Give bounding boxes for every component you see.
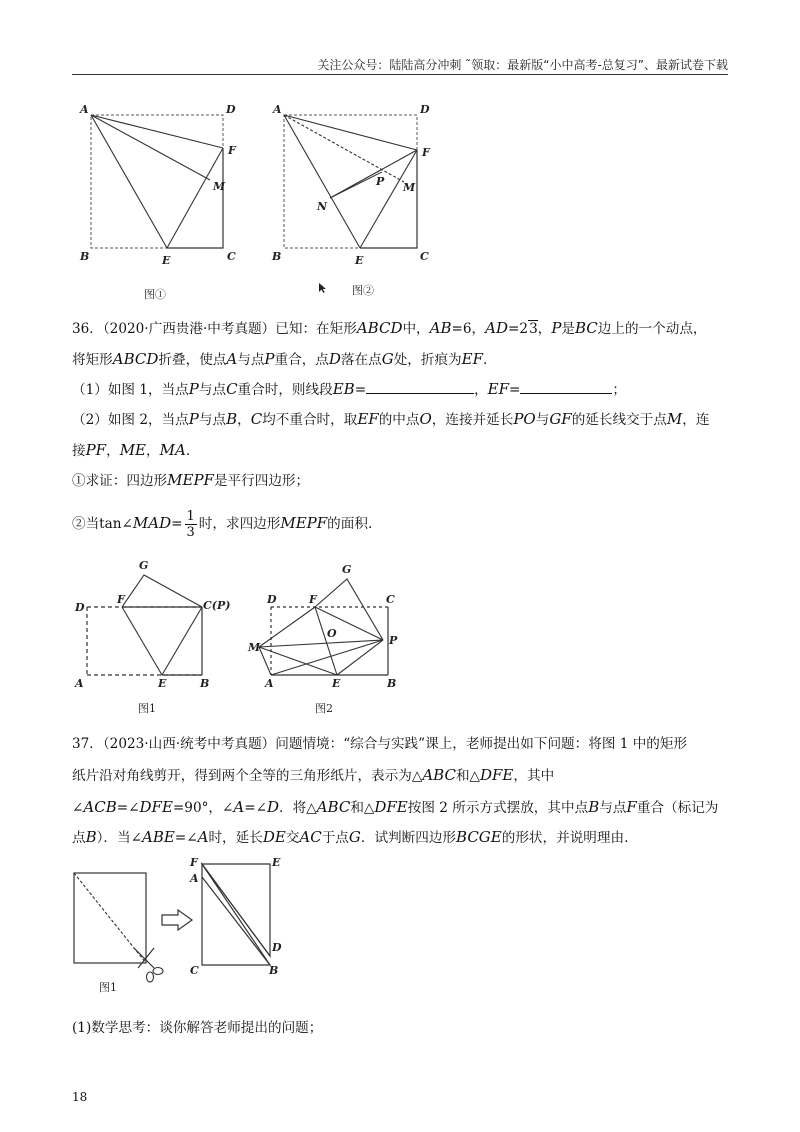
label-a: A (80, 103, 89, 116)
q36-part-2: （2）如图 2，当点P与点B，C均不重合时，取EF的中点O，连接并延长PO与GF的延长线交于点M，连 (72, 410, 710, 428)
q36-line-2: 将矩形ABCD折叠，使点A与点P重合，点D落在点G处，折痕为EF. (72, 350, 488, 368)
label-c: C (386, 593, 395, 606)
label-d: D (420, 103, 430, 116)
label-d: D (75, 601, 85, 614)
q36-subpart-1: ①求证：四边形MEPF是平行四边形； (72, 471, 310, 489)
q37-line-2: 纸片沿对角线剪开，得到两个全等的三角形纸片，表示为△ABC和△DFE，其中 (72, 766, 555, 784)
label-e: E (158, 677, 167, 690)
q36-subpart-2: ②当tan∠MAD= $\frac{1}{3}$ 时，求四边形MEPF的面积. (72, 509, 373, 540)
figure-36-1 (72, 555, 242, 720)
answer-blank-eb[interactable] (366, 379, 474, 394)
figure-caption: 图2 (315, 702, 333, 715)
q36-part-2-cont: 接PF，ME，MA. (72, 441, 191, 459)
q36-line-1: 36．（2020·广西贵港·中考真题）已知：在矩形ABCD中，AB=6，AD=23，P是BC边上的一个动点， (72, 319, 707, 337)
label-c: C (190, 964, 199, 977)
label-b: B (387, 677, 397, 690)
header-rule (72, 74, 728, 75)
mouse-cursor-icon (318, 279, 328, 298)
label-b: B (272, 250, 282, 263)
label-b: B (80, 250, 90, 263)
label-c-p: C(P) (203, 599, 231, 612)
figure-37-2 (188, 852, 298, 982)
label-m: M (213, 180, 226, 193)
label-f: F (190, 856, 198, 869)
label-m: M (403, 181, 416, 194)
label-a: A (265, 677, 274, 690)
label-a: A (273, 103, 282, 116)
fraction-one-third: $\frac{1}{3}$ (186, 509, 195, 540)
label-f: F (117, 593, 125, 606)
label-g: G (139, 559, 149, 572)
page-number: 18 (72, 1090, 88, 1104)
figure-caption: 图1 (99, 981, 117, 994)
answer-blank-ef[interactable] (520, 379, 612, 394)
figure-caption: 图② (352, 284, 374, 297)
label-c: C (420, 250, 429, 263)
label-p: P (376, 175, 385, 188)
label-e: E (332, 677, 341, 690)
label-e: E (272, 856, 281, 869)
label-f: F (309, 593, 317, 606)
label-n: N (317, 200, 328, 213)
label-b: B (200, 677, 210, 690)
label-o: O (327, 627, 337, 640)
label-e: E (355, 254, 364, 267)
label-a: A (75, 677, 84, 690)
label-b: B (269, 964, 279, 977)
scissors-icon (134, 948, 163, 982)
figure-36-2 (245, 555, 415, 720)
figure-top-2 (270, 98, 440, 308)
label-d: D (226, 103, 236, 116)
label-a: A (190, 872, 199, 885)
label-d: D (272, 941, 282, 954)
q36-part-1: （1）如图 1，当点P与点C重合时，则线段EB= ，EF= ； (72, 380, 627, 398)
figure-caption: 图1 (138, 702, 156, 715)
q37-subpart-1: (1)数学思考：谈你解答老师提出的问题； (72, 1020, 323, 1036)
label-d: D (267, 593, 277, 606)
q37-line-3: ∠ACB=∠DFE=90°，∠A=∠D．将△ABC和△DFE按图 2 所示方式摆放，其中点B与点F重合（标记为 (72, 798, 719, 816)
label-c: C (227, 250, 236, 263)
label-m: M (248, 641, 261, 654)
label-p: P (389, 634, 398, 647)
q37-line-1: 37．（2023·山西·统考中考真题）问题情境：“综合与实践”课上，老师提出如下问题：将图 1 中的矩形 (72, 736, 688, 752)
figure-caption: 图① (144, 288, 166, 301)
label-f: F (422, 146, 430, 159)
page-header: 关注公众号：陆陆高分冲刺 ˜领取：最新版“小中高考-总复习”、最新试卷下载 (317, 58, 728, 72)
label-e: E (162, 254, 171, 267)
label-f: F (228, 144, 236, 157)
label-g: G (342, 563, 352, 576)
q37-line-4: 点B）．当∠ABE=∠A时，延长DE交AC于点G．试判断四边形BCGE的形状，并说明理由. (72, 828, 629, 846)
figure-top-1 (72, 98, 242, 308)
